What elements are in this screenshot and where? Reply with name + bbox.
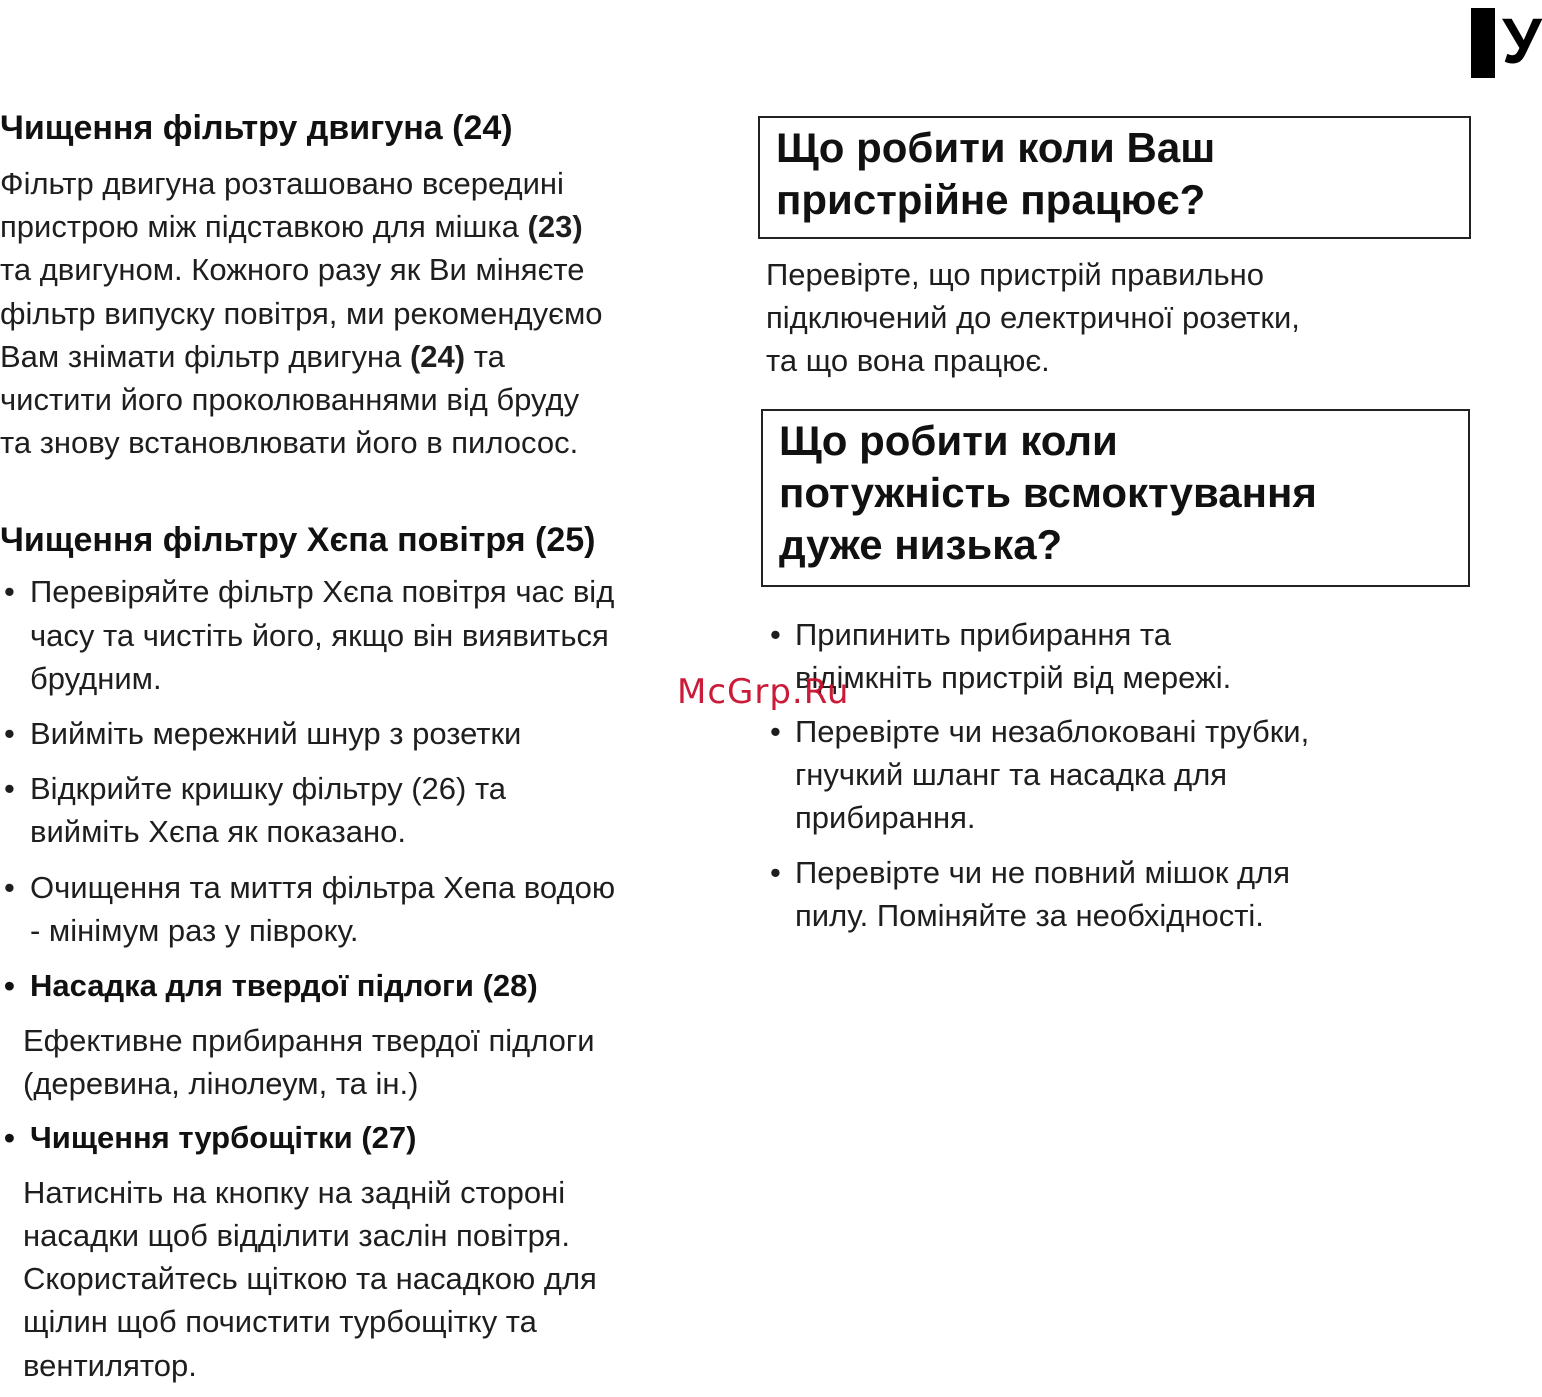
bullet-dot: • [4,968,15,1004]
bullet-dot: • [4,1119,15,1155]
low-suction-bullet-list [766,613,1474,937]
not-working-paragraph: Перевірте, що пристрій правильно підключений до електричної розетки, та що вона працює. [766,257,1300,379]
section-title-motor-filter: Чищення фільтру двигуна (24) [0,109,513,147]
heading-low-suction: Що робити коли потужність всмоктування дуже низька? [779,416,1317,568]
heading-not-working: Що робити коли Ваш пристрійне працює? [776,124,1216,223]
bullet-dot: • [4,869,15,905]
list-item: • Вийміть мережний шнур з розетки [0,712,740,755]
list-item-turbo-brush-title: • Чищення турбощітки (27) [0,1116,740,1159]
list-item: • Припинить прибирання та відімкніть пристрій від мережі. [766,613,1474,699]
heading-box-not-working [758,116,1471,239]
turbo-brush-paragraph: Натисніть на кнопку на задній стороні насадки щоб відділити заслін повітря. Скористайтесь щіткою та насадкою для щілин щоб почистити турбощітку та вентилятор. [23,1174,597,1383]
list-item: • Перевірте чи не повний мішок для пилу. Поміняйте за необхідності. [766,851,1474,937]
language-tab-bar [1471,8,1495,78]
heading-box-low-suction [761,409,1470,587]
bullet-dot: • [770,616,781,652]
turbo-brush-list [0,1116,740,1159]
hard-floor-paragraph: Ефективне прибирання твердої підлоги (деревина, лінолеум, та ін.) [23,1023,595,1102]
right-column [758,116,1474,948]
motor-filter-paragraph: Фільтр двигуна розташовано всередині пристрою між підставкою для мішка (23) та двигуном. Кожного разу як Ви міняєте фільтр випуску повітря, ми рекомендуємо Вам знімати фільтр двигуна (24) та чистити його проколюваннями від бруду та знову встановлювати його в пилосос. [0,166,603,461]
language-tab-letter: У [1502,5,1542,77]
section-title-hepa-filter: Чищення фільтру Хєпа повітря (25) [0,521,596,560]
list-item: • Очищення та миття фільтра Хепа водою - мінімум раз у півроку. [0,866,740,952]
bullet-dot: • [4,574,15,610]
bullet-dot: • [770,854,781,890]
bullet-dot: • [4,716,15,752]
list-item: • Перевірте чи незаблоковані трубки, гнучкий шланг та насадка для прибирання. [766,710,1474,840]
left-column [0,104,740,1397]
hepa-bullet-list [0,570,740,1007]
list-item: • Відкрийте кришку фільтру (26) та вийміть Хєпа як показано. [0,767,740,853]
bullet-dot: • [770,714,781,750]
bullet-dot: • [4,771,15,807]
watermark-text: McGrp.Ru [677,672,850,712]
list-item: • Перевіряйте фільтр Хєпа повітря час від часу та чистіть його, якщо він виявиться брудним. [0,570,740,700]
list-item-hard-floor-title: • Насадка для твердої підлоги (28) [0,964,740,1007]
